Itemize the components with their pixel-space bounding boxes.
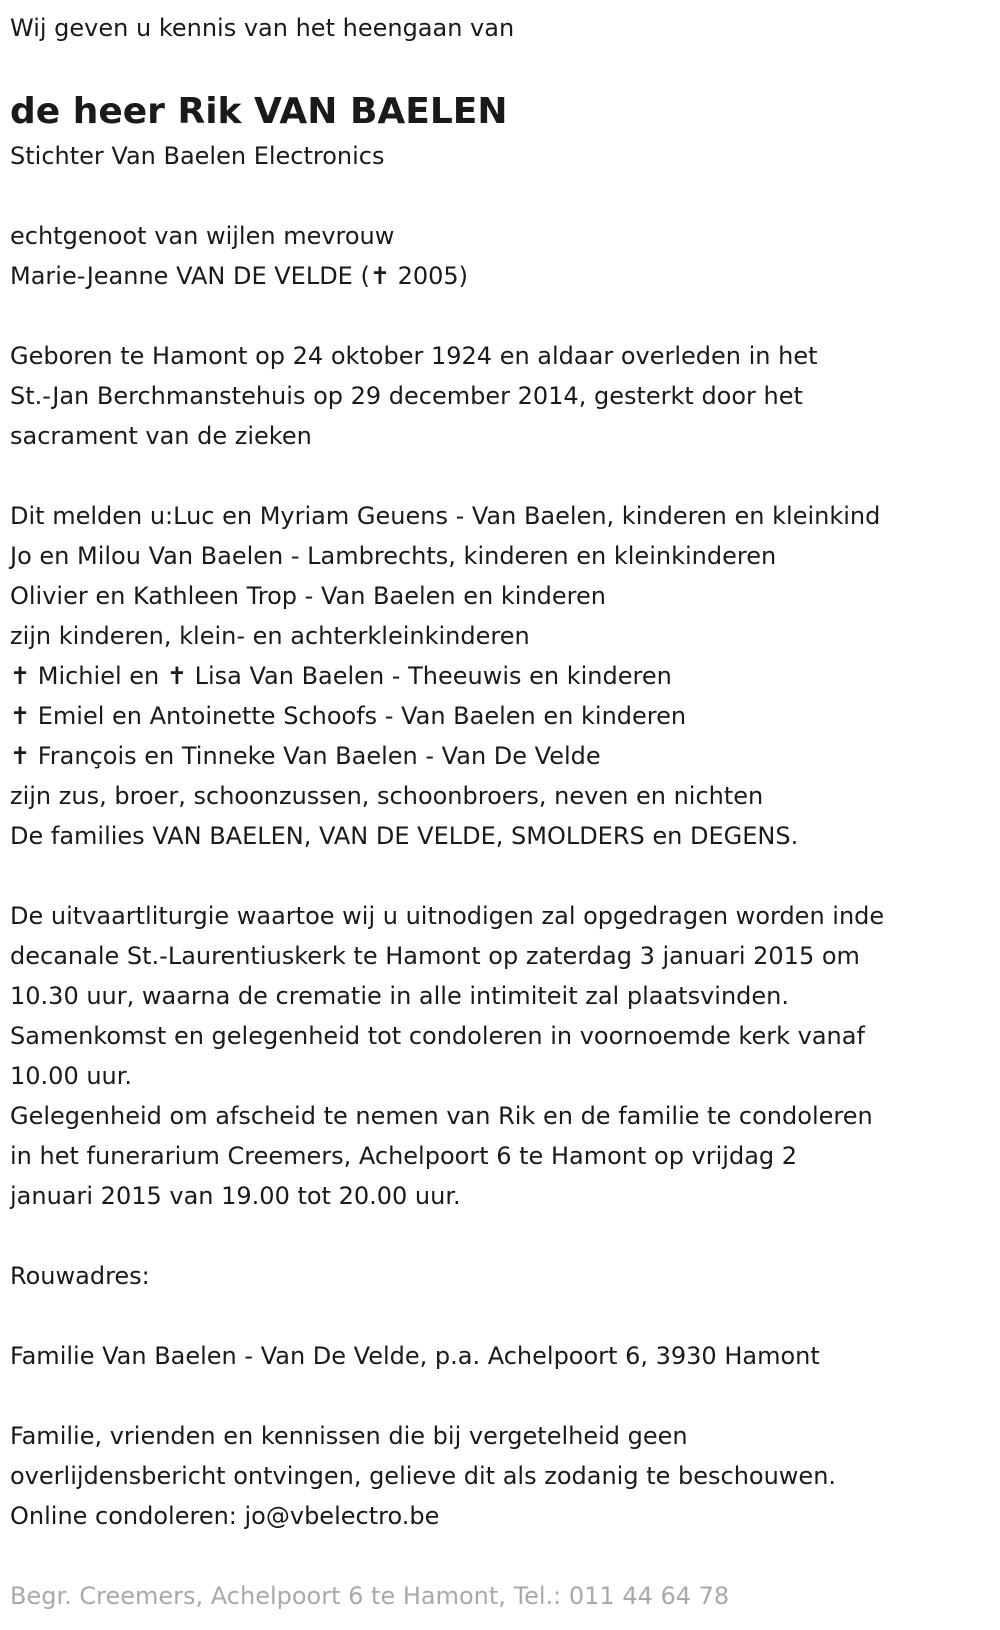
funeral-home-footer: Begr. Creemers, Achelpoort 6 te Hamont, Tel.: 011 44 64 78: [10, 1582, 730, 1610]
funeral-line: Samenkomst en gelegenheid tot condoleren in voornoemde kerk vanaf: [10, 1022, 865, 1050]
birth-death-section: [10, 336, 990, 456]
closing-section: [10, 1416, 990, 1536]
mourning-address-label-section: [10, 1256, 990, 1296]
mourning-address-section: [10, 1336, 990, 1376]
spouse-section: [10, 216, 990, 296]
family-line: zijn zus, broer, schoonzussen, schoonbroers, neven en nichten: [10, 782, 764, 810]
mourning-address: Familie Van Baelen - Van De Velde, p.a. Achelpoort 6, 3930 Hamont: [10, 1342, 820, 1370]
closing-line: Familie, vrienden en kennissen die bij vergetelheid geen: [10, 1422, 688, 1450]
closing-line: Online condoleren: jo@vbelectro.be: [10, 1502, 440, 1530]
birth-death-line: sacrament van de zieken: [10, 422, 312, 450]
family-line: ✝ Emiel en Antoinette Schoofs - Van Baelen en kinderen: [10, 702, 687, 730]
family-line: ✝ François en Tinneke Van Baelen - Van De Velde: [10, 742, 601, 770]
intro-text: Wij geven u kennis van het heengaan van: [10, 14, 515, 42]
deceased-title: Stichter Van Baelen Electronics: [10, 142, 385, 170]
family-line: Olivier en Kathleen Trop - Van Baelen en kinderen: [10, 582, 606, 610]
funeral-line: De uitvaartliturgie waartoe wij u uitnodigen zal opgedragen worden inde: [10, 902, 885, 930]
birth-death-line: St.-Jan Berchmanstehuis op 29 december 2014, gesterkt door het: [10, 382, 803, 410]
family-line: Dit melden u:Luc en Myriam Geuens - Van Baelen, kinderen en kleinkind: [10, 502, 881, 530]
funeral-line: 10.30 uur, waarna de crematie in alle intimiteit zal plaatsvinden.: [10, 982, 789, 1010]
family-line: ✝ Michiel en ✝ Lisa Van Baelen - Theeuwis en kinderen: [10, 662, 672, 690]
funeral-line: in het funerarium Creemers, Achelpoort 6 te Hamont op vrijdag 2: [10, 1142, 798, 1170]
closing-line: overlijdensbericht ontvingen, gelieve dit als zodanig te beschouwen.: [10, 1462, 837, 1490]
birth-death-line: Geboren te Hamont op 24 oktober 1924 en aldaar overleden in het: [10, 342, 818, 370]
family-line: De families VAN BAELEN, VAN DE VELDE, SMOLDERS en DEGENS.: [10, 822, 799, 850]
funeral-line: 10.00 uur.: [10, 1062, 133, 1090]
funeral-line: decanale St.-Laurentiuskerk te Hamont op zaterdag 3 januari 2015 om: [10, 942, 860, 970]
family-line: Jo en Milou Van Baelen - Lambrechts, kinderen en kleinkinderen: [10, 542, 777, 570]
funeral-line: Gelegenheid om afscheid te nemen van Rik en de familie te condoleren: [10, 1102, 873, 1130]
funeral-line: januari 2015 van 19.00 tot 20.00 uur.: [10, 1182, 461, 1210]
mourning-address-label: Rouwadres:: [10, 1262, 150, 1290]
deceased-name: de heer Rik VAN BAELEN: [10, 91, 508, 132]
spouse-line: Marie-Jeanne VAN DE VELDE (✝ 2005): [10, 262, 469, 290]
spouse-line: echtgenoot van wijlen mevrouw: [10, 222, 395, 250]
family-section: [10, 496, 990, 856]
family-line: zijn kinderen, klein- en achterkleinkinderen: [10, 622, 530, 650]
funeral-section: [10, 896, 990, 1216]
